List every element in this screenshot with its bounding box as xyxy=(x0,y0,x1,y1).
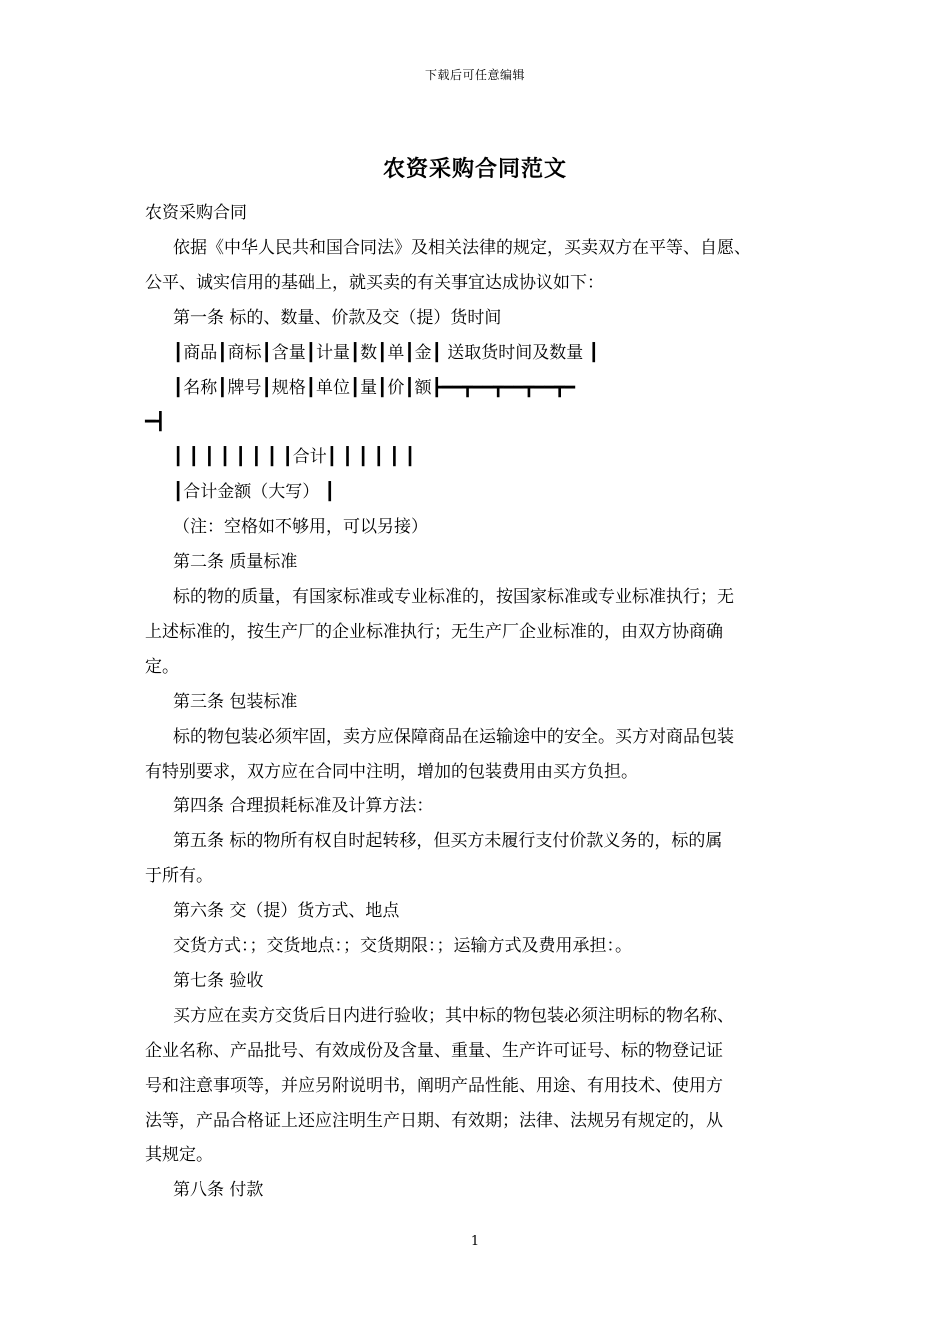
body-line: （注：空格如不够用，可以另接） xyxy=(173,517,428,538)
body-line: 有特别要求，双方应在合同中注明，增加的包装费用由买方负担。 xyxy=(145,761,638,782)
body-line: 定。 xyxy=(145,656,179,677)
body-line: 农资采购合同 xyxy=(145,203,247,223)
body-line: 交货方式：；交货地点：；交货期限：；运输方式及费用承担：。 xyxy=(173,936,632,957)
document-title: 农资采购合同范文 xyxy=(382,156,567,182)
table-text-line: ┃ ┃ ┃ ┃ ┃ ┃ ┃ ┃合计┃ ┃ ┃ ┃ ┃ ┃ xyxy=(173,447,416,468)
table-text-line: ┃名称┃牌号┃规格┃单位┃量┃价┃额┣━━┳━━┳━━┳━━┳━ xyxy=(173,377,575,398)
body-line: 其规定。 xyxy=(145,1145,213,1166)
page-header-note: 下载后可任意编辑 xyxy=(424,68,525,82)
body-line: 标的物包装必须牢固，卖方应保障商品在运输途中的安全。买方对商品包装 xyxy=(173,726,734,747)
body-line: 第五条 标的物所有权自时起转移，但买方未履行支付价款义务的，标的属 xyxy=(173,831,723,852)
body-line: 买方应在卖方交货后日内进行验收；其中标的物包装必须注明标的物名称、 xyxy=(173,1005,734,1026)
body-line: 号和注意事项等，并应另附说明书，阐明产品性能、用途、有用技术、使用方 xyxy=(145,1075,723,1096)
table-text-line: ┃商品┃商标┃含量┃计量┃数┃单┃金┃ 送取货时间及数量 ┃ xyxy=(173,342,599,363)
body-line: 第三条 包装标准 xyxy=(173,691,298,712)
body-line: 标的物的质量，有国家标准或专业标准的，按国家标准或专业标准执行；无 xyxy=(173,586,734,607)
page-number: 1 xyxy=(470,1234,480,1249)
table-text-line: ━┫ xyxy=(145,412,166,433)
document-body xyxy=(145,196,810,1208)
body-line: 企业名称、产品批号、有效成份及含量、重量、生产许可证号、标的物登记证 xyxy=(145,1040,723,1061)
body-line: 第六条 交（提）货方式、地点 xyxy=(173,901,400,922)
body-line: 依据《中华人民共和国合同法》及相关法律的规定，买卖双方在平等、自愿、 xyxy=(173,237,751,258)
body-line: 第四条 合理损耗标准及计算方法： xyxy=(173,796,434,817)
body-line: 上述标准的，按生产厂的企业标准执行；无生产厂企业标准的，由双方协商确 xyxy=(145,621,723,642)
body-line: 法等，产品合格证上还应注明生产日期、有效期；法律、法规另有规定的，从 xyxy=(145,1110,723,1131)
table-text-line: ┃合计金额（大写） ┃ xyxy=(173,482,335,503)
body-line: 第二条 质量标准 xyxy=(173,552,298,573)
body-line: 于所有。 xyxy=(145,866,213,887)
body-line: 公平、诚实信用的基础上，就买卖的有关事宜达成协议如下： xyxy=(145,272,604,293)
body-line: 第一条 标的、数量、价款及交（提）货时间 xyxy=(173,307,502,328)
body-line: 第八条 付款 xyxy=(173,1180,264,1201)
body-line: 第七条 验收 xyxy=(173,970,264,991)
